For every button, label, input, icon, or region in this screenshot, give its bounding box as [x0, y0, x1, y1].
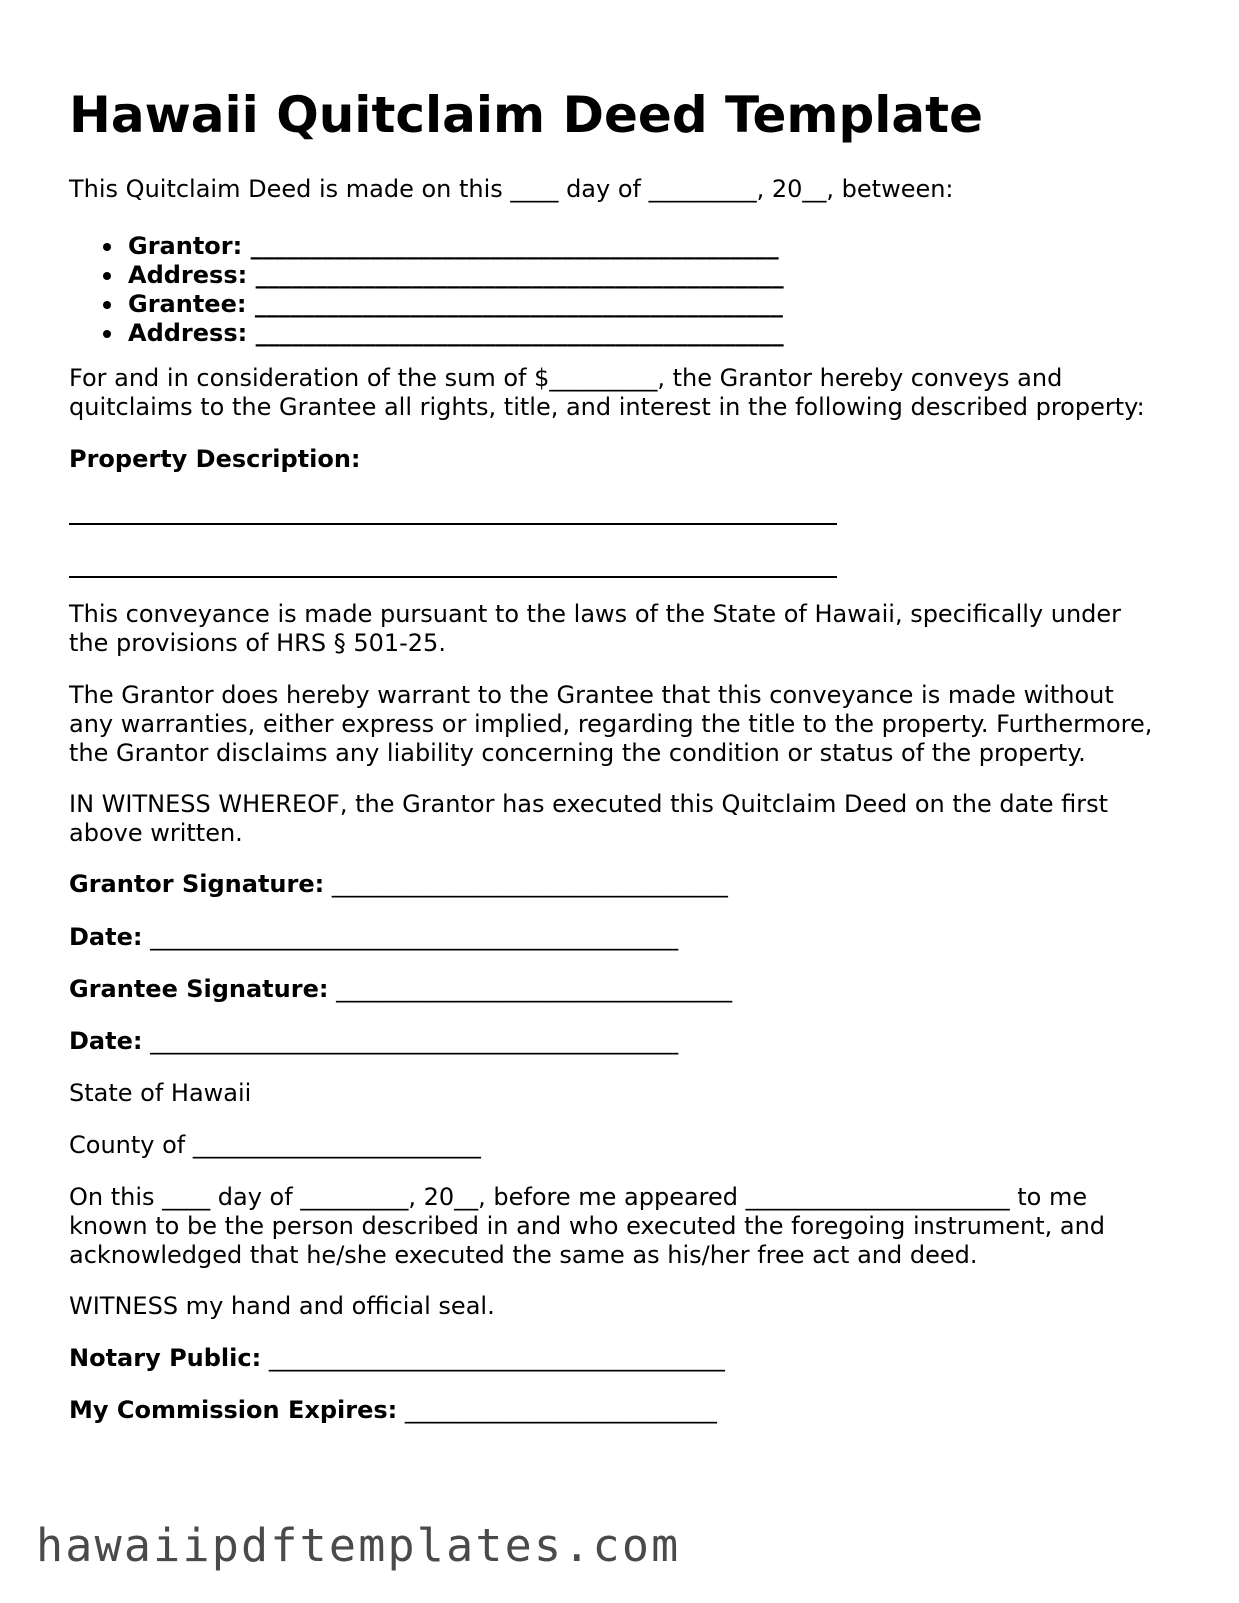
witness-whereof-line-2: above written.: [69, 819, 243, 847]
acknowledgment-line-1: On this ____ day of _________, 20__, before me appeared ______________________ to me: [69, 1183, 1088, 1211]
grantee-date-row: [69, 1027, 678, 1056]
warranty-line-1: The Grantor does hereby warrant to the Grantee that this conveyance is made without: [69, 681, 1114, 709]
law-line-1: This conveyance is made pursuant to the laws of the State of Hawaii, specifically under: [69, 600, 1122, 628]
notary-public-label: Notary Public:: [69, 1344, 262, 1372]
acknowledgment-line-2: known to be the person described in and who executed the foregoing instrument, and: [69, 1212, 1106, 1240]
party-label: Address:: [128, 319, 248, 347]
property-description-line-2[interactable]: [69, 576, 837, 578]
property-description-label: Property Description:: [69, 445, 361, 473]
consideration-line-1: For and in consideration of the sum of $_________, the Grantor hereby conveys and: [69, 364, 1063, 392]
consideration-line-2: quitclaims to the Grantee all rights, title, and interest in the following described property:: [69, 393, 1145, 421]
grantee-signature-label: Grantee Signature:: [69, 975, 329, 1003]
law-line-2: the provisions of HRS § 501-25.: [69, 629, 446, 657]
acknowledgment-line-3: acknowledged that he/she executed the same as his/her free act and deed.: [69, 1241, 978, 1269]
grantor-signature-blank[interactable]: _________________________________: [331, 870, 728, 898]
witness-whereof-line-1: IN WITNESS WHEREOF, the Grantor has executed this Quitclaim Deed on the date first: [69, 790, 1109, 818]
grantor-signature-label: Grantor Signature:: [69, 870, 325, 898]
commission-expires-row: [69, 1396, 717, 1425]
page-title: Hawaii Quitclaim Deed Template: [69, 86, 983, 144]
party-blank[interactable]: ____________________________________________: [254, 290, 783, 318]
party-blank[interactable]: ____________________________________________: [255, 319, 784, 347]
property-description-line-1[interactable]: [69, 523, 837, 525]
notary-county: County of ________________________: [69, 1131, 481, 1159]
grantor-date-row: [69, 923, 678, 952]
parties-list: [69, 232, 784, 348]
intro-paragraph: This Quitclaim Deed is made on this ____ day of _________, 20__, between:: [69, 175, 954, 203]
commission-expires-blank[interactable]: __________________________: [404, 1396, 717, 1424]
grantee-signature-row: [69, 975, 732, 1004]
party-grantee-address: [69, 319, 784, 348]
grantee-date-blank[interactable]: ____________________________________________: [150, 1027, 679, 1055]
party-label: Grantor:: [128, 232, 243, 260]
grantor-signature-row: [69, 870, 728, 899]
commission-expires-label: My Commission Expires:: [69, 1396, 398, 1424]
party-label: Address:: [128, 261, 248, 289]
grantor-date-label: Date:: [69, 923, 143, 951]
party-grantee: [69, 290, 784, 319]
warranty-line-3: the Grantor disclaims any liability concerning the condition or status of the property.: [69, 739, 1086, 767]
notary-state: State of Hawaii: [69, 1079, 252, 1107]
notary-public-row: [69, 1344, 725, 1373]
party-grantor: [69, 232, 784, 261]
grantee-signature-blank[interactable]: _________________________________: [336, 975, 733, 1003]
grantor-date-blank[interactable]: ____________________________________________: [150, 923, 679, 951]
grantee-date-label: Date:: [69, 1027, 143, 1055]
party-grantor-address: [69, 261, 784, 290]
warranty-line-2: any warranties, either express or implied, regarding the title to the property. Furthermore,: [69, 710, 1153, 738]
notary-public-blank[interactable]: ______________________________________: [268, 1344, 725, 1372]
party-blank[interactable]: ____________________________________________: [255, 261, 784, 289]
party-blank[interactable]: ____________________________________________: [250, 232, 779, 260]
watermark-url: hawaiipdftemplates.com: [36, 1519, 681, 1572]
witness-seal-statement: WITNESS my hand and official seal.: [69, 1292, 495, 1320]
party-label: Grantee:: [128, 290, 247, 318]
